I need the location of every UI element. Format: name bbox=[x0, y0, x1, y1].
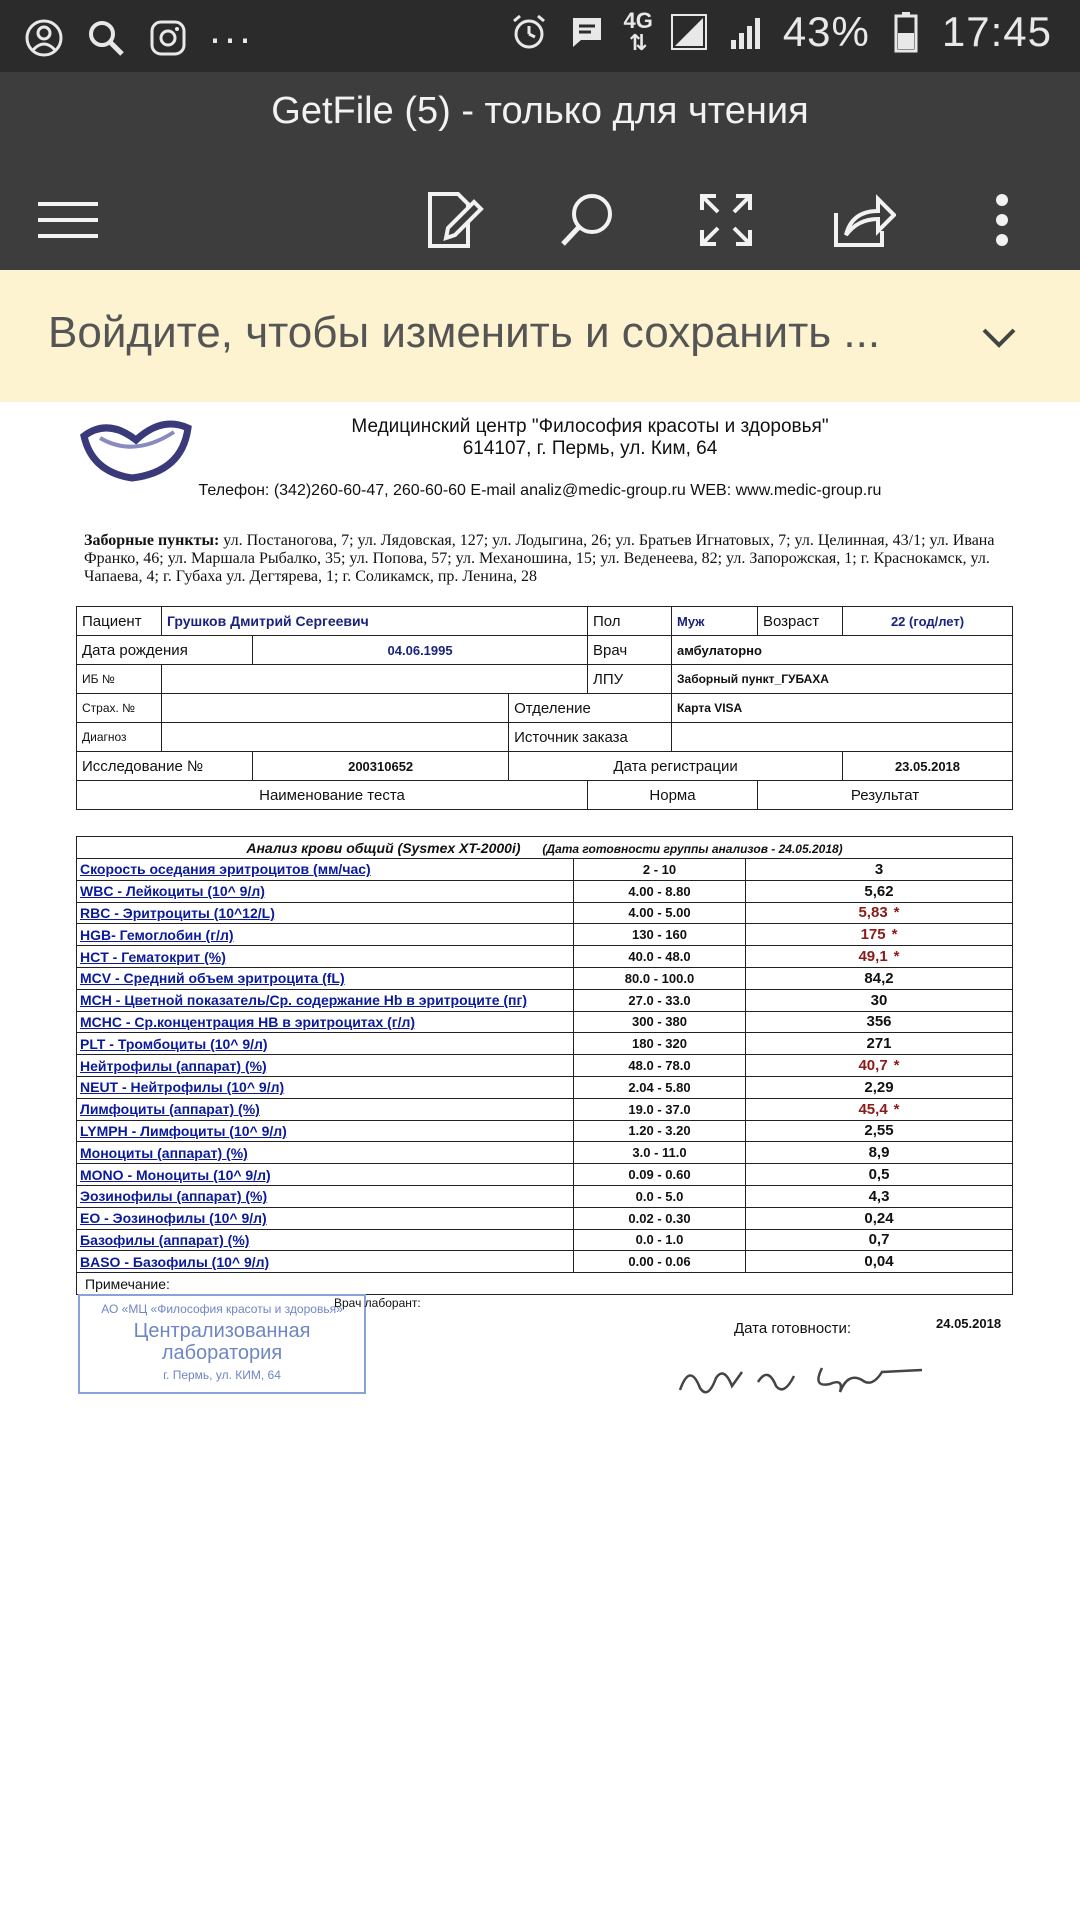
hamburger-icon bbox=[36, 198, 100, 242]
app-bar bbox=[0, 72, 1080, 270]
department-value: Карта VISA bbox=[672, 694, 1013, 723]
test-name: EO - Эозинофилы (10^ 9/л) bbox=[77, 1207, 574, 1229]
signal-bars-icon bbox=[725, 10, 769, 54]
stamp-line-2: Централизованная лаборатория bbox=[133, 1320, 311, 1364]
test-norm: 0.0 - 5.0 bbox=[574, 1185, 746, 1207]
test-result-value: 2,55 bbox=[864, 1122, 894, 1140]
age-value: 22 (год/лет) bbox=[843, 607, 1013, 636]
document-title: GetFile (5) - только для чтения bbox=[271, 90, 809, 132]
abnormal-flag: * bbox=[891, 926, 898, 944]
banner-text: Войдите, чтобы изменить и сохранить ... bbox=[48, 308, 881, 357]
test-name: Моноциты (аппарат) (%) bbox=[77, 1142, 574, 1164]
test-result-value: 84,2 bbox=[864, 969, 894, 987]
collection-points bbox=[84, 532, 1014, 586]
test-norm: 1.20 - 3.20 bbox=[574, 1120, 746, 1142]
account-icon bbox=[22, 16, 66, 60]
patient-info-table bbox=[76, 606, 1013, 810]
edit-button[interactable] bbox=[404, 170, 504, 270]
doctor-value: амбулаторно bbox=[672, 636, 1013, 665]
message-icon bbox=[565, 10, 609, 54]
expand-icon bbox=[698, 192, 754, 248]
test-result bbox=[746, 1098, 1013, 1120]
search-icon bbox=[558, 190, 618, 250]
test-norm: 3.0 - 11.0 bbox=[574, 1142, 746, 1164]
share-icon bbox=[832, 191, 896, 249]
order-source-label: Источник заказа bbox=[509, 723, 672, 752]
test-row bbox=[77, 1033, 1013, 1055]
test-row bbox=[77, 1229, 1013, 1251]
abnormal-flag: * bbox=[893, 1057, 900, 1075]
test-name: MCHC - Ср.концентрация HB в эритроцитах (г/л) bbox=[77, 1011, 574, 1033]
test-result-value: 175 bbox=[860, 926, 886, 944]
document-page bbox=[0, 402, 1080, 1920]
test-result bbox=[746, 859, 1013, 881]
test-result-value: 4,3 bbox=[868, 1187, 890, 1205]
test-result-value: 2,29 bbox=[864, 1078, 894, 1096]
test-norm: 80.0 - 100.0 bbox=[574, 967, 746, 989]
clock: 17:45 bbox=[941, 8, 1052, 55]
test-name: Скорость оседания эритроцитов (мм/час) bbox=[77, 859, 574, 881]
test-result-value: 0,04 bbox=[864, 1253, 894, 1271]
search-icon bbox=[84, 16, 128, 60]
test-row bbox=[77, 1164, 1013, 1186]
test-row bbox=[77, 1251, 1013, 1273]
signature bbox=[672, 1342, 942, 1412]
more-options-button[interactable] bbox=[952, 170, 1052, 270]
test-result bbox=[746, 1164, 1013, 1186]
menu-button[interactable] bbox=[18, 170, 118, 270]
test-result-value: 0,5 bbox=[868, 1166, 890, 1184]
test-result-value: 40,7 bbox=[858, 1057, 888, 1075]
section-title: Анализ крови общий (Sysmex XT-2000i) bbox=[246, 839, 521, 856]
test-name: Базофилы (аппарат) (%) bbox=[77, 1229, 574, 1251]
test-name: MONO - Моноциты (10^ 9/л) bbox=[77, 1164, 574, 1186]
chevron-down-icon[interactable] bbox=[974, 312, 1024, 362]
test-norm: 40.0 - 48.0 bbox=[574, 946, 746, 968]
test-norm: 300 - 380 bbox=[574, 1011, 746, 1033]
test-row bbox=[77, 1207, 1013, 1229]
test-norm: 4.00 - 8.80 bbox=[574, 880, 746, 902]
ib-label: ИБ № bbox=[77, 665, 162, 694]
test-name: BASO - Базофилы (10^ 9/л) bbox=[77, 1251, 574, 1273]
clinic-header bbox=[250, 416, 930, 460]
test-norm: 0.0 - 1.0 bbox=[574, 1229, 746, 1251]
test-result-value: 30 bbox=[870, 991, 888, 1009]
col-norm-header: Норма bbox=[588, 781, 758, 810]
alarm-icon bbox=[507, 10, 551, 54]
test-row bbox=[77, 946, 1013, 968]
reg-date-label: Дата регистрации bbox=[509, 752, 843, 781]
test-norm: 4.00 - 5.00 bbox=[574, 902, 746, 924]
status-bar bbox=[0, 0, 1080, 72]
test-result bbox=[746, 1033, 1013, 1055]
test-norm: 0.02 - 0.30 bbox=[574, 1207, 746, 1229]
results-table bbox=[76, 836, 1013, 1295]
insurance-value bbox=[162, 694, 509, 723]
study-value: 200310652 bbox=[253, 752, 509, 781]
test-result bbox=[746, 1185, 1013, 1207]
test-result bbox=[746, 1120, 1013, 1142]
test-result bbox=[746, 1142, 1013, 1164]
stamp-line-1: АО «МЦ «Философия красоты и здоровья» bbox=[101, 1302, 343, 1316]
test-row bbox=[77, 1120, 1013, 1142]
test-row bbox=[77, 1185, 1013, 1207]
test-name: HGB- Гемоглобин (г/л) bbox=[77, 924, 574, 946]
abnormal-flag: * bbox=[893, 1100, 900, 1118]
lab-stamp bbox=[78, 1294, 366, 1394]
col-result-header: Результат bbox=[758, 781, 1013, 810]
ib-value bbox=[162, 665, 588, 694]
test-norm: 0.00 - 0.06 bbox=[574, 1251, 746, 1273]
stamp-line-3: г. Пермь, ул. КИМ, 64 bbox=[163, 1368, 281, 1382]
test-norm: 2.04 - 5.80 bbox=[574, 1076, 746, 1098]
edit-document-icon bbox=[424, 188, 484, 252]
patient-label: Пациент bbox=[77, 607, 162, 636]
test-row bbox=[77, 924, 1013, 946]
signal-icon bbox=[667, 10, 711, 54]
test-norm: 48.0 - 78.0 bbox=[574, 1055, 746, 1077]
abnormal-flag: * bbox=[893, 904, 900, 922]
clinic-name: Медицинский центр "Философия красоты и здоровья" bbox=[351, 416, 829, 437]
test-row bbox=[77, 1142, 1013, 1164]
age-label: Возраст bbox=[758, 607, 843, 636]
test-result bbox=[746, 1207, 1013, 1229]
test-result bbox=[746, 902, 1013, 924]
test-norm: 19.0 - 37.0 bbox=[574, 1098, 746, 1120]
test-row bbox=[77, 859, 1013, 881]
diagnosis-value bbox=[162, 723, 509, 752]
test-result-value: 8,9 bbox=[868, 1144, 890, 1162]
test-result bbox=[746, 1076, 1013, 1098]
doctor-label: Врач bbox=[588, 636, 672, 665]
test-result bbox=[746, 880, 1013, 902]
order-source-value bbox=[672, 723, 1013, 752]
test-row bbox=[77, 1011, 1013, 1033]
test-row bbox=[77, 880, 1013, 902]
note-label: Примечание: bbox=[77, 1273, 1013, 1295]
test-row bbox=[77, 989, 1013, 1011]
ready-date-value: 24.05.2018 bbox=[936, 1316, 1002, 1331]
test-row bbox=[77, 967, 1013, 989]
test-name: Лимфоциты (аппарат) (%) bbox=[77, 1098, 574, 1120]
instagram-icon bbox=[146, 16, 190, 60]
test-result-value: 5,83 bbox=[858, 904, 888, 922]
network-type-icon: 4G ⇅ bbox=[623, 8, 653, 55]
reg-date-value: 23.05.2018 bbox=[843, 752, 1013, 781]
clinic-address: 614107, г. Пермь, ул. Ким, 64 bbox=[462, 438, 718, 459]
test-result bbox=[746, 1251, 1013, 1273]
test-result bbox=[746, 1011, 1013, 1033]
test-name: LYMPH - Лимфоциты (10^ 9/л) bbox=[77, 1120, 574, 1142]
test-result-value: 0,7 bbox=[868, 1231, 890, 1249]
patient-name: Грушков Дмитрий Сергеевич bbox=[162, 607, 588, 636]
test-norm: 180 - 320 bbox=[574, 1033, 746, 1055]
test-name: HCT - Гематокрит (%) bbox=[77, 946, 574, 968]
share-button[interactable] bbox=[814, 170, 914, 270]
test-norm: 0.09 - 0.60 bbox=[574, 1164, 746, 1186]
test-norm: 2 - 10 bbox=[574, 859, 746, 881]
study-label: Исследование № bbox=[77, 752, 253, 781]
clinic-logo bbox=[78, 414, 192, 482]
fullscreen-button[interactable] bbox=[676, 170, 776, 270]
test-name: MCH - Цветной показатель/Ср. содержание Hb в эритроците (пг) bbox=[77, 989, 574, 1011]
test-norm: 130 - 160 bbox=[574, 924, 746, 946]
dob-value: 04.06.1995 bbox=[253, 636, 588, 665]
test-result bbox=[746, 1055, 1013, 1077]
test-name: MCV - Средний объем эритроцита (fL) bbox=[77, 967, 574, 989]
toolbar bbox=[0, 170, 1080, 270]
lab-doctor-label: Врач лаборант: bbox=[334, 1296, 421, 1310]
lpu-label: ЛПУ bbox=[588, 665, 672, 694]
sign-in-banner[interactable] bbox=[0, 270, 1080, 402]
test-name: WBC - Лейкоциты (10^ 9/л) bbox=[77, 880, 574, 902]
test-result bbox=[746, 967, 1013, 989]
test-result-value: 5,62 bbox=[864, 882, 894, 900]
dob-label: Дата рождения bbox=[77, 636, 253, 665]
collection-points-label: Заборные пункты: bbox=[84, 532, 220, 549]
test-result-value: 271 bbox=[866, 1035, 892, 1053]
test-result-value: 356 bbox=[866, 1013, 892, 1031]
test-name: NEUT - Нейтрофилы (10^ 9/л) bbox=[77, 1076, 574, 1098]
department-label: Отделение bbox=[509, 694, 672, 723]
test-result-value: 0,24 bbox=[864, 1209, 894, 1227]
more-notifications-icon: ··· bbox=[208, 14, 253, 61]
sex-label: Пол bbox=[588, 607, 672, 636]
test-row bbox=[77, 902, 1013, 924]
test-result-value: 49,1 bbox=[858, 948, 888, 966]
section-ready-date: (Дата готовности группы анализов - 24.05.2018) bbox=[542, 841, 843, 856]
battery-percent: 43% bbox=[782, 8, 870, 55]
test-name: RBC - Эритроциты (10^12/L) bbox=[77, 902, 574, 924]
test-result-value: 3 bbox=[874, 860, 884, 878]
test-norm: 27.0 - 33.0 bbox=[574, 989, 746, 1011]
search-button[interactable] bbox=[538, 170, 638, 270]
ready-date-label: Дата готовности: bbox=[734, 1320, 852, 1337]
test-row bbox=[77, 1076, 1013, 1098]
insurance-label: Страх. № bbox=[77, 694, 162, 723]
test-row bbox=[77, 1098, 1013, 1120]
test-result bbox=[746, 924, 1013, 946]
test-name: Эозинофилы (аппарат) (%) bbox=[77, 1185, 574, 1207]
clinic-contacts: Телефон: (342)260-60-47, 260-60-60 E-mail analiz@medic-group.ru WEB: www.medic-group.ru bbox=[198, 482, 882, 499]
test-result bbox=[746, 989, 1013, 1011]
sex-value: Муж bbox=[672, 607, 758, 636]
test-result-value: 45,4 bbox=[858, 1100, 888, 1118]
lpu-value: Заборный пункт_ГУБАХА bbox=[672, 665, 1013, 694]
abnormal-flag: * bbox=[893, 948, 900, 966]
battery-icon bbox=[884, 10, 928, 54]
test-name: PLT - Тромбоциты (10^ 9/л) bbox=[77, 1033, 574, 1055]
diagnosis-label: Диагноз bbox=[77, 723, 162, 752]
col-test-header: Наименование теста bbox=[77, 781, 588, 810]
more-vertical-icon bbox=[992, 192, 1012, 248]
test-name: Нейтрофилы (аппарат) (%) bbox=[77, 1055, 574, 1077]
test-result bbox=[746, 1229, 1013, 1251]
test-result bbox=[746, 946, 1013, 968]
section-header bbox=[77, 837, 1013, 859]
test-row bbox=[77, 1055, 1013, 1077]
collection-points-text: ул. Постаногова, 7; ул. Лядовская, 127; ул. Лодыгина, 26; ул. Братьев Игнатовых, 7; ул. Целинная, 43/1; ул. Ивана Франко, 46; ул. Маршала Рыбалко, 35; ул. Попова, 57; ул. Механошина, 15; ул. Веденеева, 82; ул. Запорожская, 1; г. Краснокамск, ул. Чапаева, 4; г. Губаха ул. Дегтярева, 1; г. Соликамск, пр. Ленина, 28 bbox=[84, 532, 995, 585]
